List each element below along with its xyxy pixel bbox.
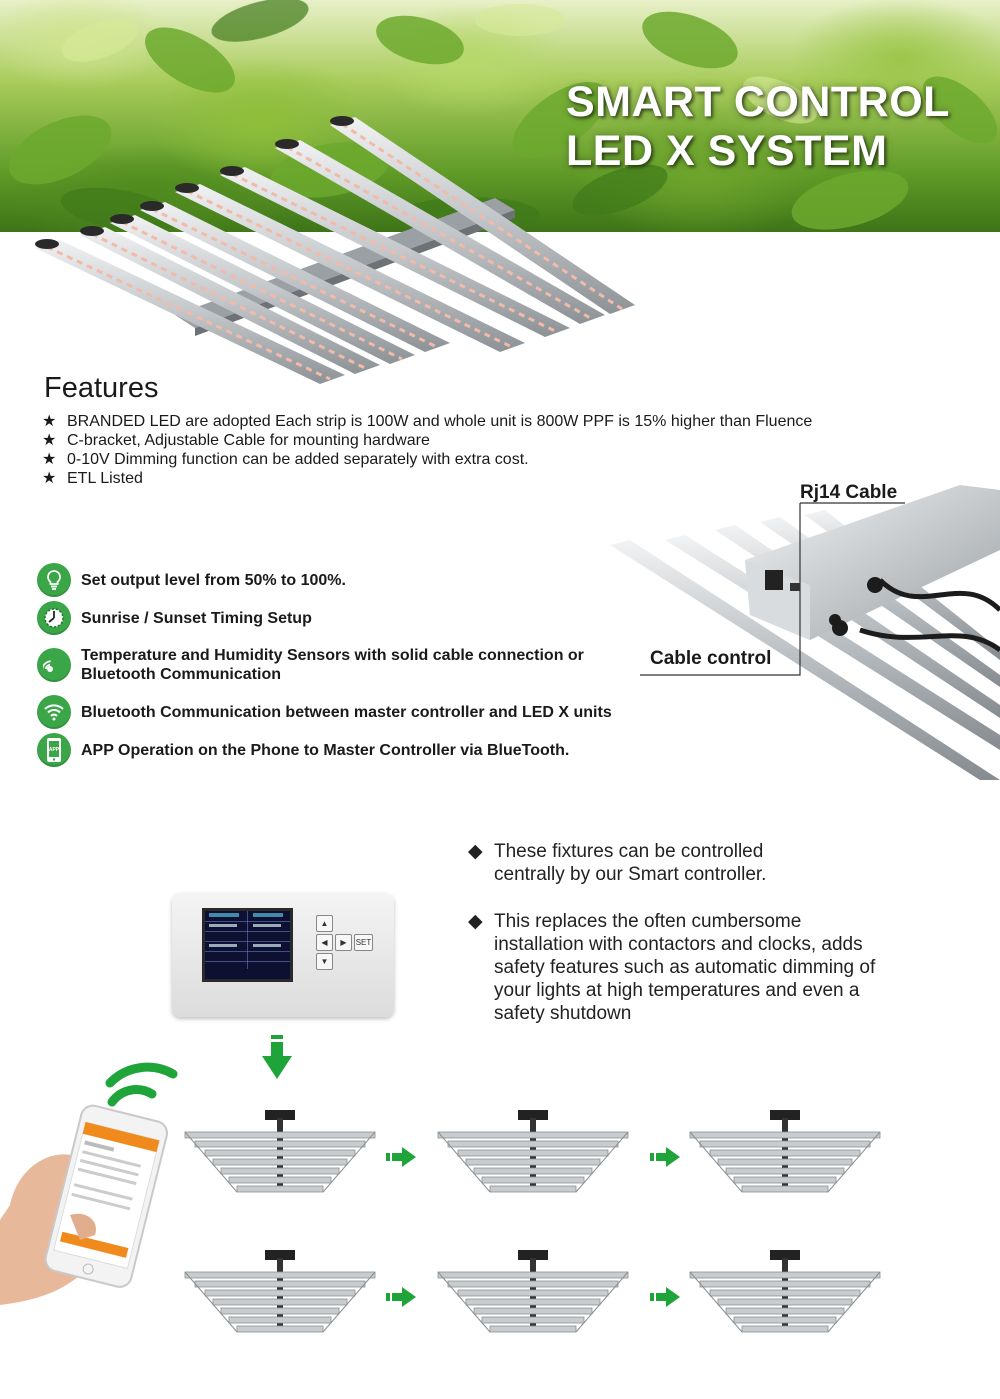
up-arrow-button[interactable]: ▲ xyxy=(316,915,333,932)
right-arrow-icon xyxy=(386,1287,416,1307)
controller-screen xyxy=(202,908,293,982)
bullet-replaces-contactors: ◆ This replaces the often cumbersome installation with contactors and clocks, adds safety features such as automatic dimming of your lights at high temperatures and even a safety shutdown xyxy=(468,911,876,1024)
capability-text: APP Operation on the Phone to Master Controller via BlueTooth. xyxy=(81,741,570,759)
hero-title-line2: LED X SYSTEM xyxy=(566,127,888,176)
wifi-icon xyxy=(37,695,71,729)
fixture-unit xyxy=(438,1250,628,1332)
right-arrow-icon xyxy=(650,1147,680,1167)
set-button[interactable]: SET xyxy=(354,934,373,951)
fixture-chain-diagram xyxy=(180,1100,890,1350)
capability-text: Temperature and Humidity Sensors with solid cable connection or Bluetooth Communication xyxy=(81,647,584,683)
capability-text: Sunrise / Sunset Timing Setup xyxy=(81,609,312,627)
feature-item: ★ 0-10V Dimming function can be added separately with extra cost. xyxy=(42,451,529,468)
feature-item: ★ C-bracket, Adjustable Cable for mounting hardware xyxy=(42,432,430,449)
rj14-cable-label: Rj14 Cable xyxy=(800,482,898,503)
right-arrow-icon xyxy=(650,1287,680,1307)
phone-app-image xyxy=(0,1040,185,1305)
features-heading: Features xyxy=(44,372,159,404)
feature-item: ★ ETL Listed xyxy=(42,470,143,487)
smart-controller-device xyxy=(172,893,394,1017)
fixture-unit xyxy=(185,1110,375,1192)
left-arrow-button[interactable]: ◀ xyxy=(316,934,333,951)
diamond-icon: ◆ xyxy=(468,841,483,862)
led-fixture-image xyxy=(25,110,645,400)
diamond-icon: ◆ xyxy=(468,911,483,932)
down-arrow-icon xyxy=(262,1035,292,1081)
fixture-closeup-image xyxy=(600,480,1000,780)
capability-text: Bluetooth Communication between master controller and LED X units xyxy=(81,703,612,721)
phone-app-icon xyxy=(37,733,71,767)
bullet-central-control: ◆ These fixtures can be controlled centrally by our Smart controller. xyxy=(468,841,767,885)
timer-icon xyxy=(37,601,71,635)
capability-output-level xyxy=(37,563,637,597)
star-icon: ★ xyxy=(42,413,57,430)
right-arrow-icon xyxy=(386,1147,416,1167)
fixture-unit xyxy=(185,1250,375,1332)
capability-timing xyxy=(37,601,637,635)
capability-app xyxy=(37,733,637,767)
right-arrow-button[interactable]: ▶ xyxy=(335,934,352,951)
star-icon: ★ xyxy=(42,432,57,449)
lightbulb-icon xyxy=(37,563,71,597)
hero-title-line1: SMART CONTROL xyxy=(566,78,950,126)
features-list xyxy=(42,412,812,488)
star-icon: ★ xyxy=(42,470,57,487)
sensor-icon xyxy=(37,648,71,682)
down-arrow-button[interactable]: ▼ xyxy=(316,953,333,970)
fixture-unit xyxy=(690,1110,880,1192)
app-icon-label: APP xyxy=(48,747,60,753)
capability-sensors xyxy=(37,646,637,684)
cable-control-label: Cable control xyxy=(650,648,772,669)
fixture-unit xyxy=(690,1250,880,1332)
star-icon: ★ xyxy=(42,451,57,468)
feature-item: ★ BRANDED LED are adopted Each strip is 100W and whole unit is 800W PPF is 15% higher than Fluence xyxy=(42,413,813,430)
led-bars xyxy=(35,116,635,384)
capability-text: Set output level from 50% to 100%. xyxy=(81,571,346,589)
fixture-unit xyxy=(438,1110,628,1192)
capability-bluetooth xyxy=(37,695,637,729)
